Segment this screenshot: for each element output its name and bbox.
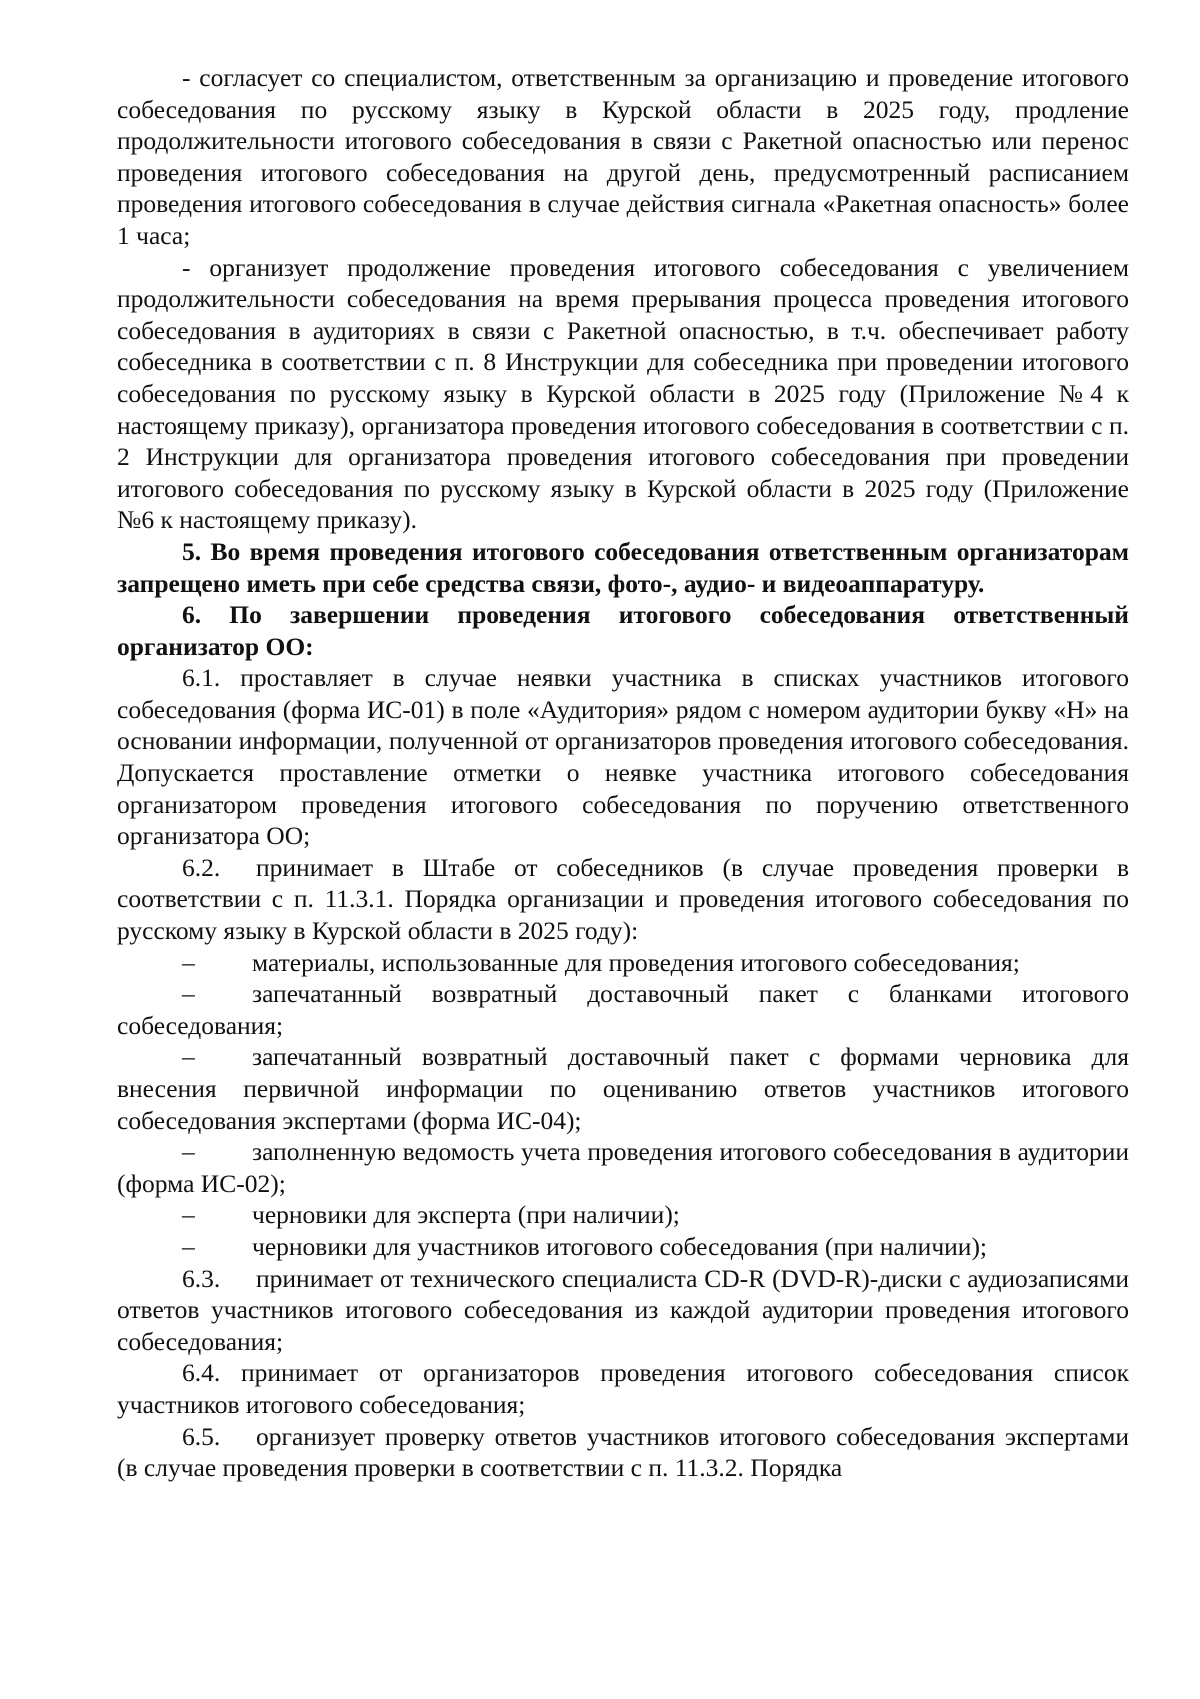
list-item [117,1199,1129,1231]
paragraph-section-5: 5. Во время проведения итогового собеседования ответственным организаторам запрещено иметь при себе средства связи, фото-, аудио- и видеоаппаратуру. [117,536,1129,598]
list-item-text: заполненную ведомость учета проведения итогового собеседования в аудитории (форма ИС-02); [117,1137,1129,1198]
list-item [117,1136,1129,1199]
list-item-text: запечатанный возвратный доставочный пакет с формами черновика для внесения первичной информации по оцениванию ответов участников итогового собеседования экспертами (форма ИС-04); [117,1042,1129,1135]
dash-marker: – [182,1231,195,1261]
dash-marker: – [182,1137,195,1167]
list-item [117,978,1129,1041]
paragraph-section-6-heading: 6. По завершении проведения итогового собеседования ответственный организатор ОО: [117,600,1129,661]
paragraph-6-3 [117,1263,1129,1358]
item-text: организует проверку ответов участников итогового собеседования экспертами (в случае проведения проверки в соответствии с п. 11.3.2. Порядка [117,1421,1129,1483]
item-text: принимает от технического специалиста CD-R (DVD-R)-диски с аудиозаписями ответов участников итогового собеседования из каждой аудитории проведения итогового собеседования; [117,1263,1129,1356]
paragraph-organize-continuation: - организует продолжение проведения итогового собеседования с увеличением продолжительности собеседования на время прерывания процесса проведения итогового собеседования в аудиториях в связи с Ракетной опасностью, в т.ч. обеспечивает работу собеседника в соответствии с п. 8 Инструкции для собеседника при проведении итогового собеседования по русскому языку в Курской области в 2025 году (Приложение №4 к настоящему приказу), организатора проведения итогового собеседования в соответствии с п. 2 Инструкции для организатора проведения итогового собеседования при проведении итогового собеседования по русскому языку в Курской области в 2025 году (Приложение №6 к настоящему приказу). [117,252,1129,535]
paragraph-6-1: 6.1. проставляет в случае неявки участника в списках участников итогового собеседования (форма ИС-01) в поле «Аудитория» рядом с номером аудитории букву «Н» на основании информации, полученной от организаторов проведения итогового собеседования. Допускается проставление отметки о неявке участника итогового собеседования организатором проведения итогового собеседования по поручению ответственного организатора ОО; [117,663,1129,851]
list-item [117,947,1129,979]
list-item [117,1231,1129,1263]
item-number: 6.2. [182,852,221,882]
item-number: 6.5. [182,1421,221,1451]
item-number: 6.3. [182,1263,221,1293]
list-item [117,1041,1129,1136]
list-item-text: материалы, использованные для проведения итогового собеседования; [252,947,1020,977]
paragraph-6-4: 6.4. принимает от организаторов проведения итогового собеседования список участников итогового собеседования; [117,1358,1129,1419]
dash-marker: – [182,947,195,977]
item-text: принимает в Штабе от собеседников (в случае проведения проверки в соответствии с п. 11.3.1. Порядка организации и проведения итогового собеседования по русскому языку в Курской области в 2025 году): [117,852,1129,946]
paragraph-6-5 [117,1421,1129,1484]
list-item-text: черновики для участников итогового собеседования (при наличии); [252,1231,988,1261]
dash-marker: – [182,1042,195,1072]
document-page [117,62,1129,1484]
list-item-text: запечатанный возвратный доставочный пакет с бланками итогового собеседования; [117,979,1129,1040]
list-item-text: черновики для эксперта (при наличии); [252,1200,680,1230]
paragraph-agree-extension: - согласует со специалистом, ответственным за организацию и проведение итогового собеседования по русскому языку в Курской области в 2025 году, продление продолжительности итогового собеседования в связи с Ракетной опасностью или перенос проведения итогового собеседования на другой день, предусмотренный расписанием проведения итогового собеседования в случае действия сигнала «Ракетная опасность» более 1 часа; [117,63,1129,250]
dash-marker: – [182,1200,195,1230]
paragraph-6-2 [117,852,1129,947]
dash-marker: – [182,979,195,1009]
